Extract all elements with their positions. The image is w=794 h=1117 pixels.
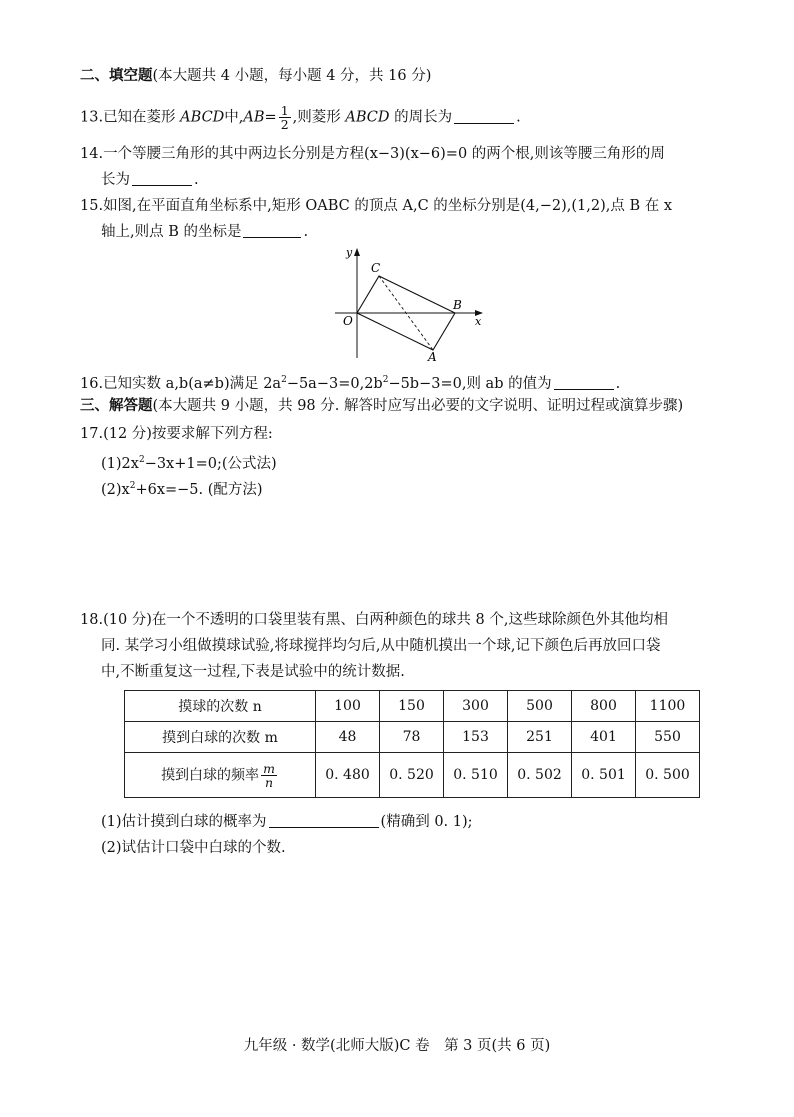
question-18-line2 [101, 636, 661, 656]
table-cell: 300 [444, 691, 508, 722]
q15-text-line2: 轴上,则点 B 的坐标是 [101, 224, 242, 240]
q15-text-line1: 如图,在平面直角坐标系中,矩形 OABC 的顶点 A,C 的坐标分别是(4,−2),(1,2),点 B 在 x [103, 198, 673, 214]
q13-text-post1: ,则菱形 [292, 109, 341, 126]
q13-text: 已知在菱形 [103, 109, 176, 126]
frequency-fraction [261, 762, 277, 789]
q15-end: . [303, 224, 309, 240]
section-2-heading [80, 66, 431, 86]
question-13 [80, 104, 521, 131]
table-cell: 150 [380, 691, 444, 722]
q18-text-line2: 同. 某学习小组做摸球试验,将球搅拌均匀后,从中随机摸出一个球,记下颜色后再放回口袋 [101, 638, 661, 654]
table-cell: 153 [444, 722, 508, 753]
q13-answer-blank[interactable] [454, 109, 514, 124]
question-18-line3 [101, 662, 405, 682]
q17-stem-text: (12 分)按要求解下列方程: [103, 426, 273, 442]
table-cell: 401 [572, 722, 636, 753]
frequency-frac-den: n [264, 774, 274, 790]
q15-number: 15. [80, 198, 104, 214]
q15-coordinate-figure [330, 243, 490, 363]
label-o: O [343, 314, 353, 328]
q14-text-line2: 长为 [101, 172, 130, 188]
question-18-line1 [80, 610, 668, 630]
table-cell: 78 [380, 722, 444, 753]
q13-text-post2: 的周长为 [394, 109, 453, 126]
q16-number: 16. [80, 375, 104, 392]
q14-answer-blank[interactable] [132, 171, 192, 186]
q16-end: . [615, 375, 621, 392]
question-14-line1 [80, 144, 665, 164]
q13-equals: = [264, 109, 277, 126]
table-row-label-n: 摸球的次数 n [125, 691, 316, 722]
q15-answer-blank[interactable] [243, 223, 301, 238]
question-15-line2 [101, 222, 308, 242]
q18-text-line3: 中,不断重复这一过程,下表是试验中的统计数据. [101, 664, 405, 680]
table-cell: 800 [572, 691, 636, 722]
table-row [125, 722, 700, 753]
table-cell: 0. 520 [380, 753, 444, 798]
table-row-label-m: 摸到白球的次数 m [125, 722, 316, 753]
q17-p1-post: −3x+1=0;(公式法) [144, 455, 277, 472]
q14-number: 14. [80, 146, 104, 162]
question-17-part2 [101, 476, 263, 500]
table-cell: 0. 500 [636, 753, 700, 798]
q18-text-line1: (10 分)在一个不透明的口袋里装有黑、白两种颜色的球共 8 个,这些球除颜色外其他均相 [103, 612, 668, 628]
q13-abcd-2: ABCD [345, 109, 390, 126]
table-cell: 1100 [636, 691, 700, 722]
q13-fraction [279, 104, 291, 131]
table-cell: 48 [316, 722, 380, 753]
table-cell: 500 [508, 691, 572, 722]
q13-frac-num: 1 [280, 103, 289, 118]
table-cell: 550 [636, 722, 700, 753]
q18-p1-post: (精确到 0. 1); [380, 814, 473, 830]
q16-text-mid: −5a−3=0,2b [286, 375, 383, 392]
q18-number: 18. [80, 612, 104, 628]
q18-p1-pre: (1)估计摸到白球的概率为 [101, 814, 267, 830]
q13-number: 13. [80, 109, 104, 126]
q18-answer-blank[interactable] [269, 813, 379, 828]
label-a: A [428, 350, 437, 363]
q17-number: 17. [80, 426, 104, 442]
q16-text-post: −5b−3=0,则 ab 的值为 [388, 375, 552, 392]
q17-p1-sup: 2 [138, 455, 145, 465]
section-3-title: 三、解答题 [80, 397, 153, 414]
table-cell: 0. 501 [572, 753, 636, 798]
q18-p2-text: (2)试估计口袋中白球的个数. [101, 840, 286, 856]
q13-end: . [516, 109, 521, 126]
question-17-part1 [101, 450, 277, 474]
q13-text-mid: 中, [224, 109, 244, 126]
trial-statistics-table [124, 690, 700, 798]
frequency-label-text: 摸到白球的频率 [161, 767, 260, 783]
q14-text-line1: 一个等腰三角形的其中两边长分别是方程(x−3)(x−6)=0 的两个根,则该等腰三角形的周 [103, 146, 665, 162]
table-cell: 0. 480 [316, 753, 380, 798]
q14-end: . [194, 172, 199, 188]
table-cell: 0. 502 [508, 753, 572, 798]
q16-sup2: 2 [382, 375, 389, 385]
table-row [125, 753, 700, 798]
table-cell: 251 [508, 722, 572, 753]
q16-text-pre: 已知实数 a,b(a≠b)满足 2a [103, 375, 282, 392]
q13-frac-den: 2 [280, 117, 289, 132]
table-row-label-frequency [125, 753, 316, 798]
q17-p2-pre: (2)x [101, 481, 130, 498]
q13-abcd: ABCD [180, 109, 225, 126]
label-y: y [346, 246, 353, 259]
section-2-note: (本大题共 4 小题，每小题 4 分，共 16 分) [152, 68, 432, 84]
label-x: x [475, 315, 482, 328]
question-17-stem [80, 424, 273, 444]
label-c: C [371, 261, 381, 275]
q17-p2-post: +6x=−5. (配方法) [135, 481, 263, 498]
section-3-heading [80, 396, 683, 416]
q17-p1-pre: (1)2x [101, 455, 139, 472]
table-cell: 0. 510 [444, 753, 508, 798]
label-b: B [453, 298, 462, 312]
section-2-title: 二、填空题 [80, 67, 153, 84]
q17-p2-sup: 2 [129, 481, 136, 491]
question-15-line1 [80, 196, 672, 216]
q16-sup1: 2 [281, 375, 287, 385]
section-3-note: (本大题共 9 小题，共 98 分. 解答时应写出必要的文字说明、证明过程或演算步骤) [152, 398, 684, 414]
question-18-part1 [101, 812, 473, 832]
question-18-part2 [101, 838, 286, 858]
question-14-line2 [101, 170, 199, 190]
table-cell: 100 [316, 691, 380, 722]
q13-ab: AB [243, 109, 265, 126]
q16-answer-blank[interactable] [554, 375, 614, 390]
question-16 [80, 370, 620, 394]
page-footer: 九年级 · 数学(北师大版)C 卷 第 3 页(共 6 页) [243, 1038, 551, 1054]
table-row [125, 691, 700, 722]
frequency-frac-num: m [263, 760, 275, 776]
